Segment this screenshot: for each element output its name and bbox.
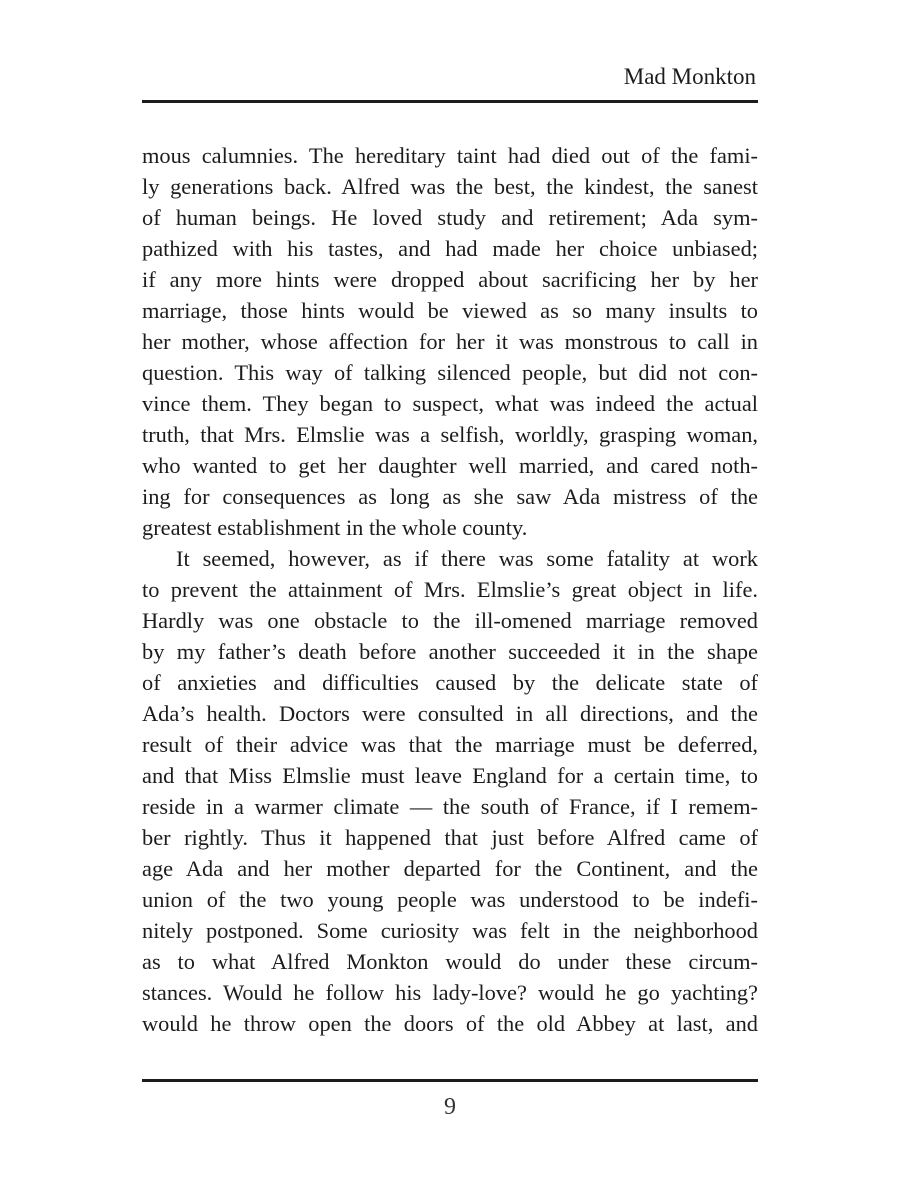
text-line: ber rightly. Thus it happened that just before Alfred came of — [142, 825, 758, 850]
text-line: her mother, whose affection for her it was monstrous to call in — [142, 329, 758, 354]
text-line: vince them. They began to suspect, what was indeed the actual — [142, 391, 758, 416]
text-line: ing for consequences as long as she saw Ada mistress of the — [142, 484, 758, 509]
header-rule — [142, 100, 758, 103]
text-line: It seemed, however, as if there was some fatality at work — [176, 546, 758, 571]
body-text — [142, 140, 758, 1039]
text-line: pathized with his tastes, and had made her choice unbiased; — [142, 236, 758, 261]
text-line: if any more hints were dropped about sacrificing her by her — [142, 267, 758, 292]
text-line: of human beings. He loved study and retirement; Ada sym- — [142, 205, 758, 230]
text-line: who wanted to get her daughter well married, and cared noth- — [142, 453, 758, 478]
text-line: mous calumnies. The hereditary taint had died out of the fami- — [142, 143, 758, 168]
text-line: result of their advice was that the marriage must be deferred, — [142, 732, 758, 757]
text-line: by my father’s death before another succeeded it in the shape — [142, 639, 758, 664]
paragraph-2 — [142, 543, 758, 1039]
text-line: stances. Would he follow his lady-love? would he go yachting? — [142, 980, 758, 1005]
text-line: Ada’s health. Doctors were consulted in all directions, and the — [142, 701, 758, 726]
text-line: of anxieties and difficulties caused by the delicate state of — [142, 670, 758, 695]
text-line: question. This way of talking silenced people, but did not con- — [142, 360, 758, 385]
text-line: as to what Alfred Monkton would do under these circum- — [142, 949, 758, 974]
text-line: marriage, those hints would be viewed as so many insults to — [142, 298, 758, 323]
page-number: 9 — [444, 1094, 456, 1120]
text-line: would he throw open the doors of the old Abbey at last, and — [142, 1011, 758, 1036]
text-line: truth, that Mrs. Elmslie was a selfish, worldly, grasping woman, — [142, 422, 758, 447]
text-line: greatest establishment in the whole county. — [142, 515, 528, 540]
text-line: ly generations back. Alfred was the best, the kindest, the sanest — [142, 174, 758, 199]
text-line: and that Miss Elmslie must leave England for a certain time, to — [142, 763, 758, 788]
footer-rule — [142, 1079, 758, 1082]
text-line: reside in a warmer climate — the south of France, if I remem- — [142, 794, 758, 819]
text-line: nitely postponed. Some curiosity was felt in the neighborhood — [142, 918, 758, 943]
text-line: to prevent the attainment of Mrs. Elmslie’s great object in life. — [142, 577, 758, 602]
text-line: age Ada and her mother departed for the Continent, and the — [142, 856, 758, 881]
paragraph-1 — [142, 140, 758, 543]
text-line: union of the two young people was understood to be indefi- — [142, 887, 758, 912]
text-line: Hardly was one obstacle to the ill-omened marriage removed — [142, 608, 758, 633]
running-header-title: Mad Monkton — [623, 64, 756, 89]
